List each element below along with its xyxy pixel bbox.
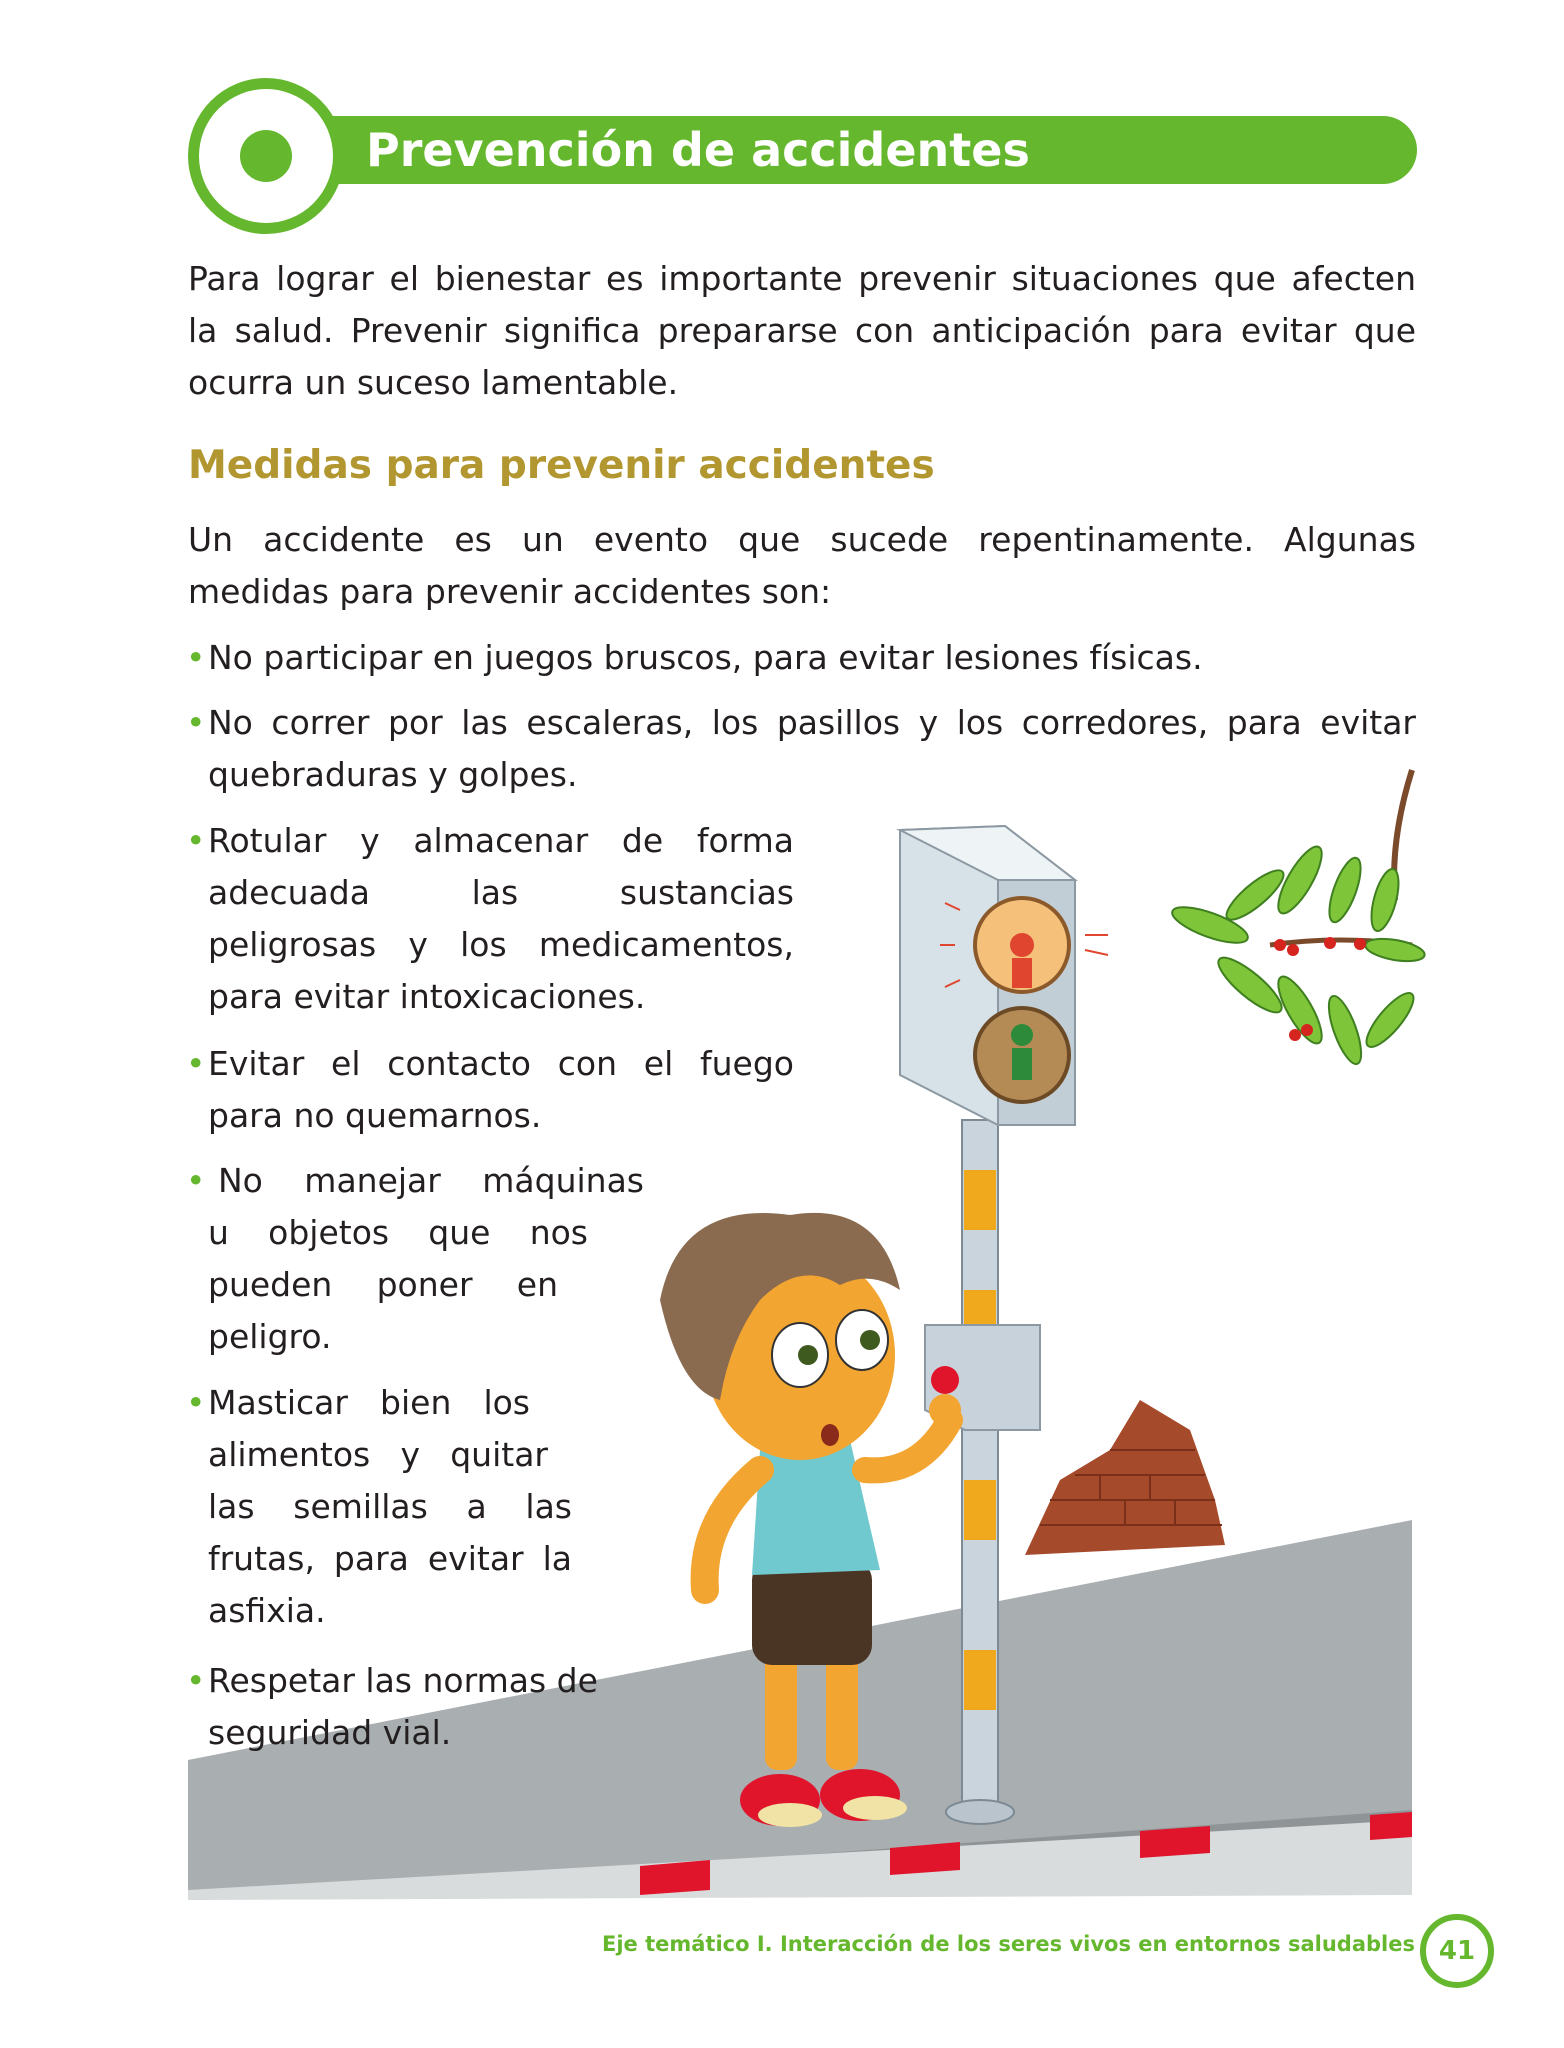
bullet-4-line-1: Evitar el contacto con el fuego (208, 1044, 794, 1083)
bullet-5-line-1: No manejar máquinas (218, 1161, 644, 1200)
bullet-5 (186, 1155, 644, 1363)
intro-line-3: ocurra un suceso lamentable. (188, 363, 679, 402)
bullet-dot-icon: • (186, 703, 206, 742)
bullet-dot-icon: • (186, 1661, 206, 1700)
intro-line-2: la salud. Prevenir significa prepararse con anticipación para evitar que (188, 311, 1416, 350)
bullet-5-line-3: pueden poner en (208, 1265, 558, 1304)
bullet-4 (186, 1038, 794, 1142)
bullet-5-line-2: u objetos que nos (208, 1213, 588, 1252)
bullet-1 (186, 632, 1416, 684)
bullet-dot-icon: • (186, 821, 206, 860)
section-lead-line-2: medidas para prevenir accidentes son: (188, 572, 832, 611)
bullet-5-line-4: peligro. (208, 1317, 332, 1356)
bullet-3-line-4: para evitar intoxicaciones. (208, 977, 646, 1016)
bullet-1-line-1: No participar en juegos bruscos, para evitar lesiones físicas. (208, 638, 1203, 677)
bullet-dot-icon: • (186, 1161, 206, 1200)
bullet-3-line-1: Rotular y almacenar de forma (208, 821, 794, 860)
page-number: 41 (1420, 1914, 1494, 1988)
brick-wall-icon (1025, 1400, 1225, 1555)
branch-icon (1168, 770, 1426, 1068)
section-lead-line-1: Un accidente es un evento que sucede repentinamente. Algunas (188, 520, 1416, 559)
bullet-6-line-2: alimentos y quitar (208, 1435, 548, 1474)
bullet-6-line-5: asfixia. (208, 1591, 326, 1630)
bullet-3-line-2: adecuada las sustancias (208, 873, 794, 912)
bullet-6-line-3: las semillas a las (208, 1487, 572, 1526)
bullet-3-line-3: peligrosas y los medicamentos, (208, 925, 794, 964)
bullet-6 (186, 1377, 594, 1637)
bullet-6-line-1: Masticar bien los (208, 1383, 530, 1422)
bullet-dot-icon: • (186, 1383, 206, 1422)
bullet-2-line-2: quebraduras y golpes. (208, 755, 578, 794)
intro-line-1: Para lograr el bienestar es importante prevenir situaciones que afecten (188, 259, 1416, 298)
bullet-dot-icon: • (186, 638, 206, 677)
bullet-3 (186, 815, 794, 1023)
bullet-2 (186, 697, 1416, 801)
bullet-6-line-4: frutas, para evitar la (208, 1539, 572, 1578)
section-title: Medidas para prevenir accidentes (188, 443, 935, 488)
title-dot-icon (240, 130, 292, 182)
bullet-7 (186, 1655, 644, 1759)
bullet-dot-icon: • (186, 1044, 206, 1083)
bullet-7-line-1: Respetar las normas de (208, 1661, 598, 1700)
footer-text: Eje temático I. Interacción de los seres vivos en entornos saludables (601, 1932, 1415, 1956)
page-title: Prevención de accidentes (366, 123, 1030, 177)
bullet-4-line-2: para no quemarnos. (208, 1096, 542, 1135)
bullet-7-line-2: seguridad vial. (208, 1713, 452, 1752)
bullet-2-line-1: No correr por las escaleras, los pasillos y los corredores, para evitar (208, 703, 1416, 742)
